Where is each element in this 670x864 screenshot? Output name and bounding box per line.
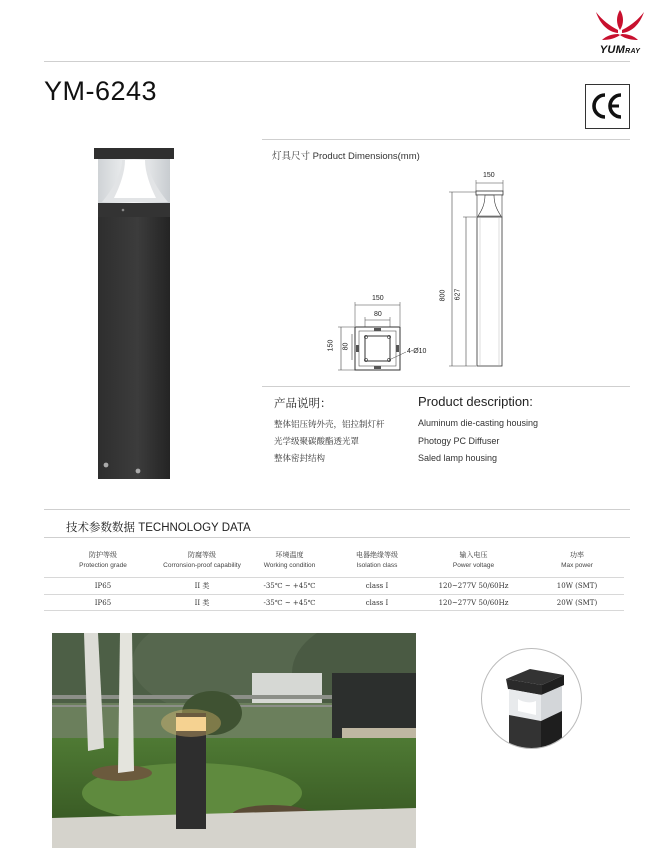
table-header-row [44,545,624,577]
table-header-cell: 功率 Max power [561,552,593,569]
side-top-width: 150 [483,172,495,179]
table-cell: II 类 [194,582,210,590]
desc-en-item: Photogy PC Diffuser [418,435,500,446]
desc-en-item: Saled lamp housing [418,453,498,463]
table-cell: 120~277V 50/60Hz [438,582,509,590]
ce-mark [585,84,630,129]
table-cell: -35℃ ~ +45℃ [263,599,316,607]
top-view-drawing [322,290,442,380]
desc-cn-item: 整体密封结构 [274,453,326,463]
table-header-cell: 环境温度 Working condition [263,552,316,569]
table-cell: IP65 [94,599,112,607]
tech-table [44,545,624,611]
ce-icon [586,85,628,127]
tech-top-divider [44,509,630,510]
table-cell: 120~277V 50/60Hz [438,599,509,607]
product-image [92,146,178,480]
side-body-height: 627 [454,288,462,301]
desc-cn-item: 光学级聚碳酸酯透光罩 [274,436,360,446]
lamp-detail-circle [481,648,582,749]
table-cell: class I [365,582,389,590]
ce-label [628,85,629,86]
table-cell: 10W (SMT) [556,582,598,590]
lotus-logo-icon [588,6,652,46]
table-header-cell: 输入电压 Power voltage [452,552,495,569]
dimensions-title: 灯具尺寸 Product Dimensions(mm) [272,151,420,162]
side-total-height: 800 [439,289,447,302]
dim-divider [262,139,630,140]
top-outer-width: 150 [372,295,384,302]
brand-logo [588,6,652,58]
model-title: YM-6243 [44,76,158,106]
desc-en-title: Product description: [418,394,533,409]
scene-photo [52,633,416,848]
top-inner-width: 80 [374,311,382,318]
table-cell: -35℃ ~ +45℃ [263,582,316,590]
desc-cn-list [274,416,385,467]
desc-en-item: Aluminum die-casting housing [418,418,539,428]
brand-name: YUM [599,44,626,56]
brand-suffix: RAY [625,48,641,55]
table-header-cell: 电器绝缘等级 Isolation class [356,552,398,569]
table-cell: 20W (SMT) [556,599,598,607]
table-cell: class I [365,599,389,607]
desc-en-list [418,415,538,468]
table-cell: IP65 [94,582,112,590]
top-outer-height: 150 [327,339,335,352]
table-row [44,594,624,611]
table-cell: II 类 [194,599,210,607]
table-header-cell: 防腐等级 Corronsion-proof capability [163,552,241,569]
table-row [44,577,624,594]
top-holes-label: 4-Ø10 [407,348,427,355]
top-inner-height: 80 [342,342,350,351]
header-divider [44,61,630,62]
desc-cn-item: 整体铝压铸外壳，铝拉制灯杆 [274,419,385,429]
tech-title-divider [44,537,630,538]
desc-cn-title: 产品说明： [274,398,332,410]
tech-title: 技术参数数据 TECHNOLOGY DATA [66,522,251,534]
side-view-drawing [440,168,530,373]
desc-divider [262,386,630,387]
table-header-cell: 防护等级 Protection grade [79,552,127,569]
